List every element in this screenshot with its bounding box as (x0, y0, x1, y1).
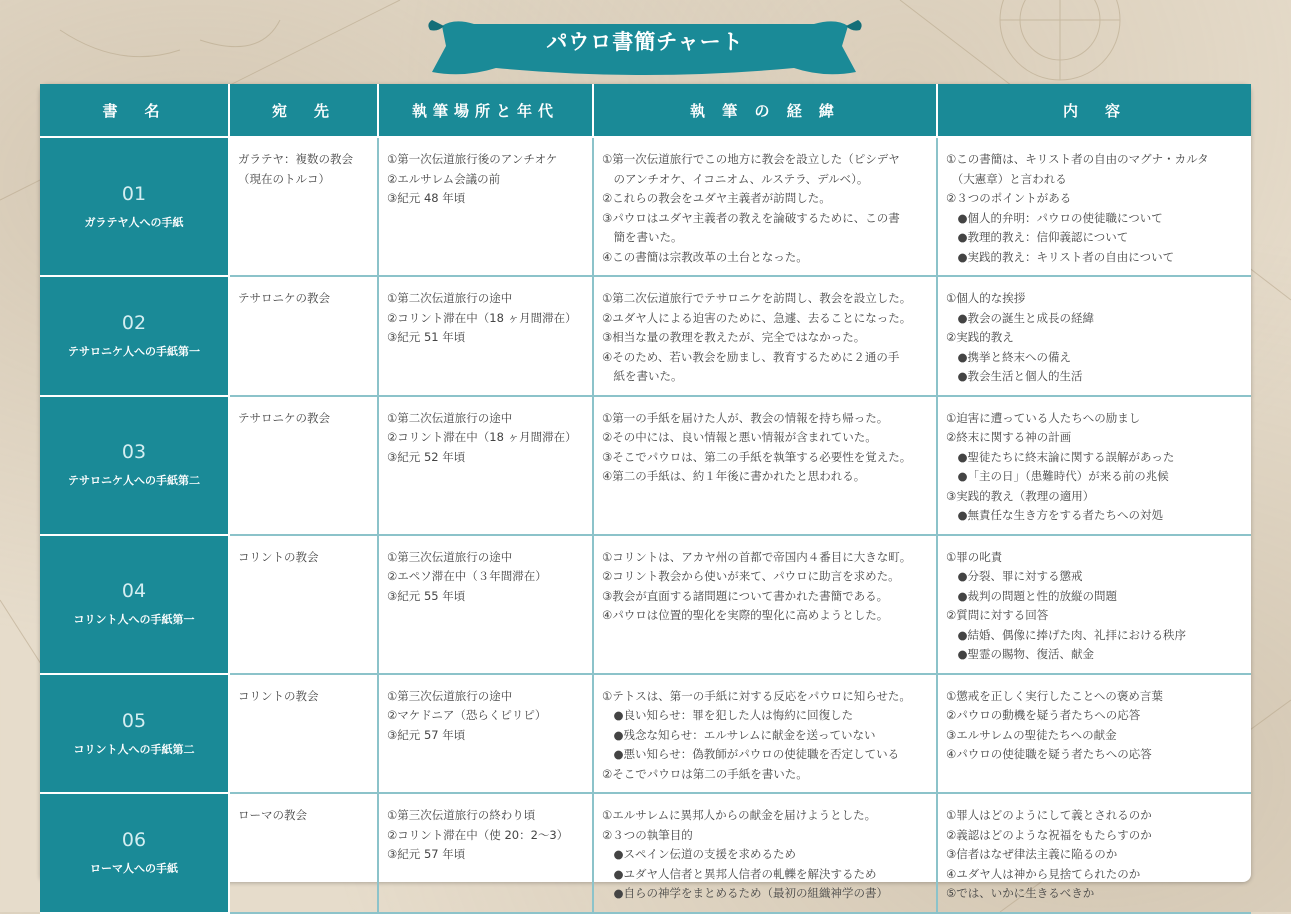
content-line: ③エルサレムの聖徒たちへの献金 (946, 727, 1117, 742)
book-name: テサロニケ人への手紙第一 (68, 345, 200, 358)
place-line: ②コリント滞在中（18 ヶ月間滞在） (387, 310, 577, 325)
recipient-line: テサロニケの教会 (238, 410, 330, 425)
recipient-line: コリントの教会 (238, 549, 319, 564)
book-cell (40, 793, 229, 913)
background-line: ③パウロはユダヤ主義者の教えを論破するために、この書 (602, 210, 900, 225)
background-cell (593, 137, 937, 276)
content-cell (937, 276, 1251, 396)
table-header-row (40, 84, 1251, 137)
background-line: 簡を書いた。 (602, 230, 683, 244)
table-row (40, 276, 1251, 396)
place-line: ③紀元 57 年頃 (387, 847, 466, 861)
content-cell (937, 793, 1251, 913)
place-cell (378, 276, 593, 396)
content-line: ●結婚、偶像に捧げた肉、礼拝における秩序 (946, 627, 1187, 642)
header-background: 執 筆 の 経 緯 (593, 84, 937, 137)
content-line: ●教会生活と個人的生活 (946, 369, 1083, 383)
background-line: ●良い知らせ：罪を犯した人は悔約に回復した (602, 708, 854, 722)
background-line: 紙を書いた。 (602, 369, 683, 383)
book-number: 06 (121, 829, 147, 851)
place-line: ①第二次伝道旅行の途中 (387, 410, 513, 425)
recipient-cell (229, 276, 378, 396)
place-line: ②コリント滞在中（18 ヶ月間滞在） (387, 430, 577, 444)
content-cell (937, 535, 1251, 674)
book-number: 03 (121, 441, 147, 464)
recipient-cell (229, 396, 378, 535)
background-line: ②コリント教会から使いが来て、パウロに助言を求めた。 (602, 569, 900, 583)
background-line: ①第一次伝道旅行でこの地方に教会を設立した（ピシデヤ (602, 152, 900, 166)
background-cell (593, 396, 937, 535)
place-line: ③紀元 55 年頃 (387, 588, 466, 603)
content-line: ①罪人はどのようにして義とされるのか (946, 808, 1152, 822)
content-cell (937, 396, 1251, 535)
recipient-line: ガラテヤ：複数の教会 (238, 152, 353, 166)
header-book: 書 名 (40, 84, 229, 137)
book-name: コリント人への手紙第一 (73, 613, 195, 627)
content-line: ●実践的教え：キリスト者の自由について (946, 249, 1175, 264)
background-line: ③そこでパウロは、第二の手紙を執筆する必要性を覚えた。 (602, 449, 912, 464)
background-line: ④パウロは位置的聖化を実際的聖化に高めようとした。 (602, 608, 889, 622)
background-line: ②ユダヤ人による迫害のために、急遽、去ることになった。 (602, 310, 912, 325)
book-cell (40, 276, 229, 396)
book-number: 02 (121, 312, 147, 334)
place-line: ②マケドニア（恐らくピリピ） (387, 708, 547, 722)
place-line: ③紀元 57 年頃 (387, 727, 466, 742)
background-line: ①コリントは、アカヤ州の首都で帝国内４番目に大きな町。 (602, 549, 912, 564)
place-line: ①第二次伝道旅行の途中 (387, 291, 513, 305)
content-line: ●携挙と終末への備え (946, 349, 1072, 364)
content-line: ②実践的教え (946, 330, 1014, 344)
book-cell (40, 137, 229, 276)
table-row (40, 535, 1251, 674)
place-cell (378, 137, 593, 276)
place-line: ①第一次伝道旅行後のアンチオケ (387, 152, 558, 166)
content-line: ③信者はなぜ律法主義に陥るのか (946, 847, 1118, 861)
place-cell (378, 396, 593, 535)
background-line: ①エルサレムに異邦人からの献金を届けようとした。 (602, 808, 877, 822)
header-place-date: 執筆場所と年代 (378, 84, 593, 137)
book-name: ガラテヤ人への手紙 (84, 215, 184, 229)
place-line: ③紀元 48 年頃 (387, 191, 466, 205)
book-name: ローマ人への手紙 (90, 862, 178, 875)
recipient-cell (229, 137, 378, 276)
book-number: 04 (121, 580, 147, 603)
background-line: ②その中には、良い情報と悪い情報が含まれていた。 (602, 430, 877, 444)
epistle-table (40, 84, 1251, 914)
recipient-cell (229, 535, 378, 674)
background-line: のアンチオケ、イコニオム、ルステラ、デルベ）。 (602, 171, 869, 186)
background-line: ①テトスは、第一の手紙に対する反応をパウロに知らせた。 (602, 688, 911, 703)
place-line: ①第三次伝道旅行の終わり頃 (387, 808, 536, 822)
content-line: ②質問に対する回答 (946, 608, 1049, 622)
content-line: ●教会の誕生と成長の経緯 (946, 310, 1095, 325)
background-cell (593, 535, 937, 674)
content-line: ①個人的な挨拶 (946, 291, 1026, 305)
book-name: テサロニケ人への手紙第二 (68, 474, 200, 488)
content-cell (937, 137, 1251, 276)
recipient-cell (229, 674, 378, 794)
background-line: ②そこでパウロは第二の手紙を書いた。 (602, 766, 808, 781)
page-title: パウロ書簡チャート (546, 30, 744, 54)
content-line: ●聖霊の賜物、復活、献金 (946, 647, 1095, 661)
content-line: ③実践的教え（教理の適用） (946, 488, 1095, 503)
content-line: ①迫害に遭っている人たちへの励まし (946, 410, 1141, 425)
table-row (40, 674, 1251, 794)
content-line: ②終末に関する神の計画 (946, 430, 1072, 444)
background-cell (593, 674, 937, 794)
background-line: ④第二の手紙は、約１年後に書かれたと思われる。 (602, 469, 866, 483)
book-cell (40, 674, 229, 794)
background-line: ④そのため、若い教会を励まし、教育するために２通の手 (602, 349, 900, 364)
book-cell (40, 396, 229, 535)
background-line: ●スペイン伝道の支援を求めるため (602, 847, 797, 861)
content-line: ●教理的教え：信仰義認について (946, 230, 1129, 244)
content-line: ●聖徒たちに終末論に関する誤解があった (946, 449, 1175, 464)
content-cell (937, 674, 1251, 794)
place-line: ①第三次伝道旅行の途中 (387, 688, 513, 703)
background-cell (593, 276, 937, 396)
recipient-line: テサロニケの教会 (238, 291, 330, 305)
background-line: ●残念な知らせ：エルサレムに献金を送っていない (602, 727, 876, 742)
book-number: 05 (121, 709, 147, 732)
table-row (40, 396, 1251, 535)
place-cell (378, 535, 593, 674)
place-line: ②エペソ滞在中（３年間滞在） (387, 569, 547, 583)
content-line: ●分裂、罪に対する懲戒 (946, 569, 1083, 583)
content-line: ①懲戒を正しく実行したことへの褒め言葉 (946, 688, 1163, 703)
background-line: ②これらの教会をユダヤ主義者が訪問した。 (602, 191, 831, 205)
background-line: ●自らの神学をまとめるため（最初の組織神学の書） (602, 886, 889, 900)
table-row (40, 793, 1251, 913)
content-line: ②３つのポイントがある (946, 191, 1072, 205)
place-cell (378, 793, 593, 913)
table-row (40, 137, 1251, 276)
place-line: ③紀元 52 年頃 (387, 449, 466, 464)
content-line: ●裁判の問題と性的放縦の問題 (946, 588, 1118, 603)
content-line: ①この書簡は、キリスト者の自由のマグナ・カルタ (946, 152, 1209, 166)
recipient-line: ローマの教会 (238, 808, 307, 822)
content-line: ④ユダヤ人は神から見捨てられたのか (946, 866, 1141, 881)
content-line: ①罪の叱責 (946, 549, 1003, 564)
content-line: ●「主の日」（患難時代）が来る前の兆候 (946, 469, 1169, 483)
place-cell (378, 674, 593, 794)
content-line: ⑤では、いかに生きるべきか (946, 886, 1095, 900)
place-line: ③紀元 51 年頃 (387, 330, 466, 344)
header-content: 内 容 (937, 84, 1251, 137)
background-line: ③教会が直面する諸問題について書かれた書簡である。 (602, 588, 889, 603)
recipient-line: （現在のトルコ） (238, 171, 330, 186)
content-line: ②義認はどのような祝福をもたらすのか (946, 827, 1152, 842)
background-line: ②３つの執筆目的 (602, 827, 693, 842)
book-number: 01 (121, 182, 147, 205)
place-line: ①第三次伝道旅行の途中 (387, 549, 513, 564)
epistle-chart (40, 84, 1251, 900)
content-line: ②パウロの動機を疑う者たちへの応答 (946, 708, 1141, 722)
content-line: ④パウロの使徒職を疑う者たちへの応答 (946, 747, 1152, 761)
book-cell (40, 535, 229, 674)
background-line: ①第二次伝道旅行でテサロニケを訪問し、教会を設立した。 (602, 291, 912, 305)
recipient-line: コリントの教会 (238, 688, 319, 703)
background-line: ●ユダヤ人信者と異邦人信者の軋轢を解決するため (602, 866, 877, 881)
background-line: ●悪い知らせ：偽教師がパウロの使徒職を否定している (602, 747, 900, 761)
header-recipient: 宛 先 (229, 84, 378, 137)
content-line: ●無責任な生き方をする者たちへの対処 (946, 508, 1164, 522)
background-cell (593, 793, 937, 913)
content-line: （大憲章）と言われる (946, 171, 1067, 186)
place-line: ②コリント滞在中（使 20：2～3） (387, 827, 569, 842)
book-name: コリント人への手紙第二 (73, 742, 195, 756)
content-line: ●個人的弁明：パウロの使徒職について (946, 210, 1163, 225)
place-line: ②エルサレム会議の前 (387, 171, 501, 186)
recipient-cell (229, 793, 378, 913)
background-line: ①第一の手紙を届けた人が、教会の情報を持ち帰った。 (602, 410, 889, 425)
background-line: ③相当な量の教理を教えたが、完全ではなかった。 (602, 330, 866, 344)
background-line: ④この書簡は宗教改革の土台となった。 (602, 249, 808, 264)
